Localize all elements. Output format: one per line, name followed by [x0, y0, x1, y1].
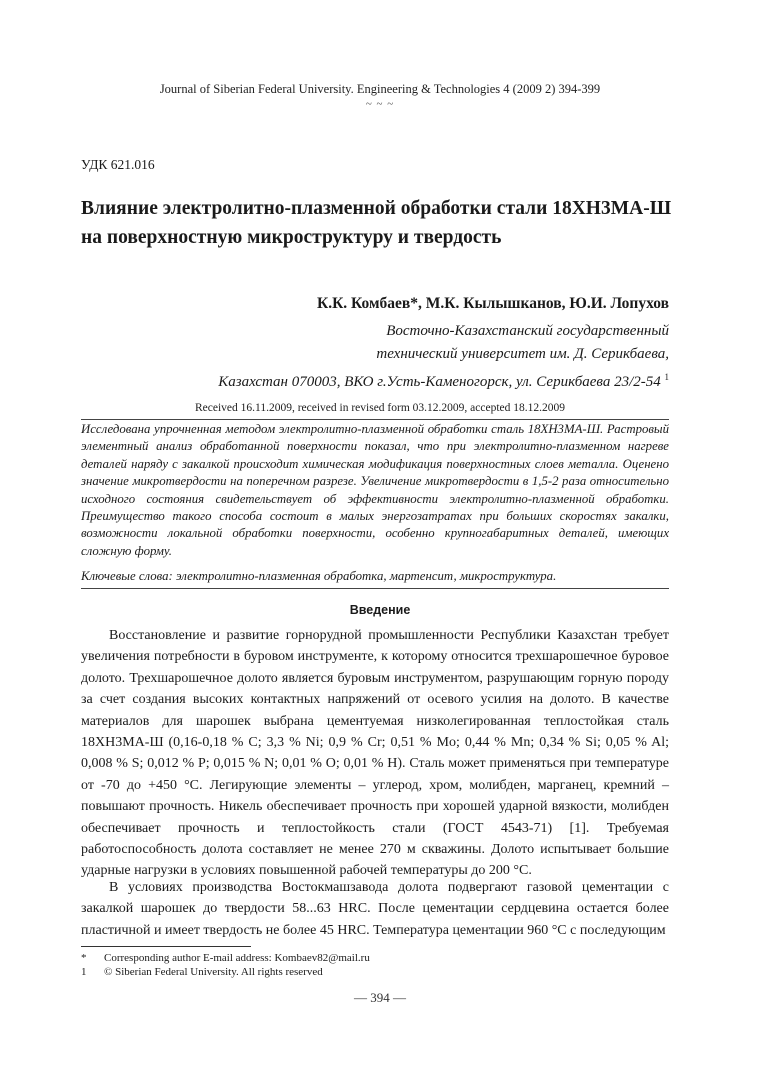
section-heading: Введение	[349, 603, 411, 617]
footnote-text: © Siberian Federal University. All rights reserved	[104, 966, 323, 978]
affiliation-line-1: Восточно-Казахстанский государственный	[386, 323, 669, 339]
affiliation-line-3	[218, 366, 669, 394]
paragraph-text: В условиях производства Востокмашзавода долота подвергают газовой цементации с закалкой шарошек до твердости 58...63 HRC. После цементации сердцевина остается более пластичной и имеет твердость не более 45 HRC. Температура цементации 960 °C с последующим	[81, 880, 669, 938]
body-paragraph-2	[81, 877, 669, 941]
abstract-top-rule	[81, 419, 669, 420]
author-list: К.К. Комбаев*, М.К. Кылышканов, Ю.И. Лопухов	[316, 295, 669, 312]
received-dates: Received 16.11.2009, received in revised form 03.12.2009, accepted 18.12.2009	[194, 402, 566, 414]
header-ornament: ~ ~ ~	[365, 98, 395, 110]
udk-code: УДК 621.016	[81, 157, 155, 172]
abstract-bottom-rule	[81, 588, 669, 589]
footnote-divider	[81, 946, 251, 947]
page-number: — 394 —	[354, 990, 406, 1005]
affiliation-line-2: технический университет им. Д. Серикбаева,	[376, 346, 669, 362]
footnote-mark: *	[81, 952, 87, 964]
journal-header: Journal of Siberian Federal University. Engineering & Technologies 4 (2009 2) 394-399	[159, 82, 601, 96]
paragraph-text: Восстановление и развитие горнорудной промышленности Республики Казахстан требует увеличения потребности в буровом инструменте, к которому относится трехшарошечное буровое долото. Трехшарошечное долото является буровым инструментом, разрушающим горную породу за счет создания высоких контактных напряжений от осевого усилия на долото. В качестве материалов для шарошек выбрана цементуемая низколегированная теплостойкая сталь 18ХН3МА-Ш (0,16-0,18 % C; 3,3 % Ni; 0,9 % Cr; 0,51 % Mo; 0,44 % Mn; 0,34 % Si; 0,05 % Al; 0,008 % S; 0,012 % P; 0,015 % N; 0,01 % O; 0,01 % H). Сталь может применяться при температуре от -70 до +450 °C. Легирующие элементы – углерод, хром, молибден, марганец, кремний – повышают прочность. Никель обеспечивает прочность при хорошей ударной вязкости, молибден обеспечивает прочность и теплостойкость стали (ГОСТ 4543-71) [1]. Требуемая работоспособность долота составляет не менее 270 м скважины. Долото испытывает большие ударные нагрузки в условиях повышенной рабочей температуры до 200 °C.	[81, 628, 669, 879]
article-title: Влияние электролитно-плазменной обработки стали 18ХН3МА-Ш на поверхностную микроструктуру и твердость	[81, 198, 672, 248]
footnote-mark: 1	[81, 966, 87, 978]
abstract: Исследована упрочненная методом электролитно-плазменной обработки сталь 18ХН3МА-Ш. Растровый элементный анализ обработанной поверхности показал, что при электролитно-плазменном нагреве деталей наряду с закалкой происходит химическая модификация поверхностных слоев металла. Оценено значение микротвердости на поперечном разрезе. Увеличение микротвердости в 1,5-2 раза относительно исходного состояния свидетельствует об эффективности электролитно-плазменной обработки. Преимущество такого способа состоит в малых энергозатратах при больших скоростях закалки, возможности локальной обработки поверхности, особенно крупногабаритных деталей, имеющих сложную форму.	[81, 422, 669, 558]
body-paragraph-1	[81, 625, 669, 882]
affiliation	[218, 320, 669, 394]
keywords: Ключевые слова: электролитно-плазменная обработка, мартенсит, микроструктура.	[81, 569, 557, 583]
affiliation-address: Казахстан 070003, ВКО г.Усть-Каменогорск, ул. Серикбаева 23/2-54	[218, 374, 661, 390]
footnotes	[81, 951, 370, 979]
affiliation-footnote-mark: 1	[664, 372, 669, 382]
footnote-text: Corresponding author E-mail address: Kombaev82@mail.ru	[104, 952, 370, 964]
footnote-copyright	[81, 965, 370, 979]
footnote-corresponding	[81, 951, 370, 965]
